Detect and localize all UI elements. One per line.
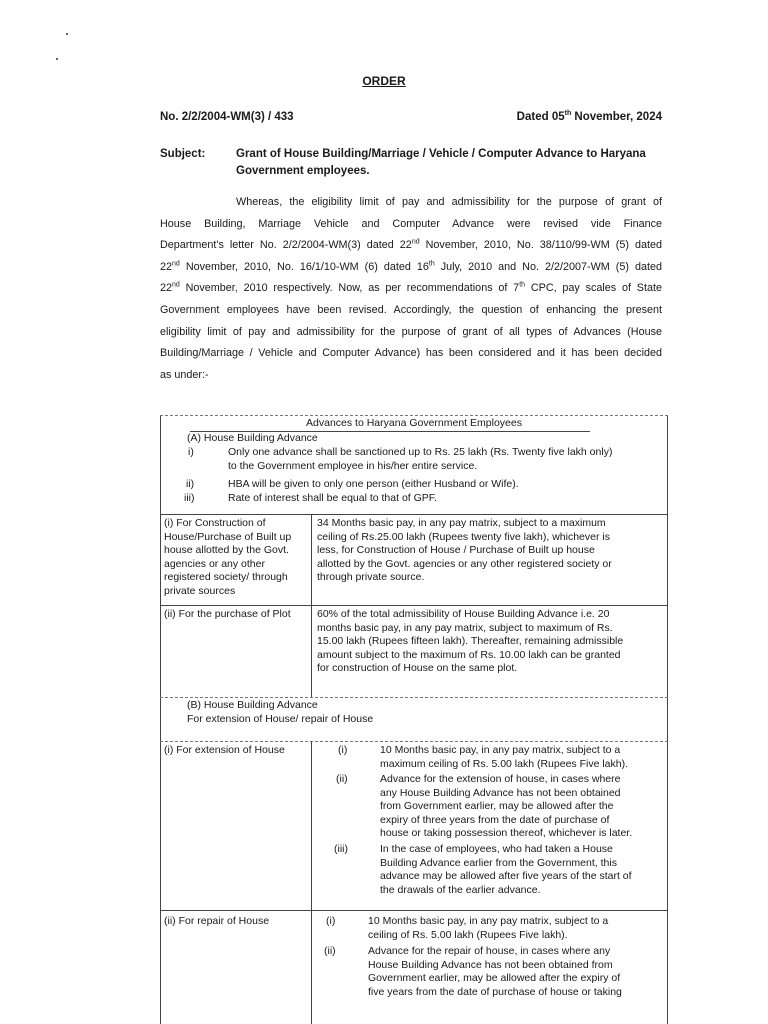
section-a-item-number: iii) bbox=[184, 492, 195, 504]
row-divider bbox=[160, 697, 668, 698]
extension-item: Advance for the extension of house, in cases where any House Building Advance has not been obtained from Government earlier, may be allowed after the expiry of three years from the date of purchase of house or taking possession thereof, whichever is later. bbox=[380, 773, 633, 839]
row-text-construction: 34 Months basic pay, in any pay matrix, subject to a maximum ceiling of Rs.25.00 lakh (Rupees twenty five lakh), whichever is less, for Construction of House / Purchase of Built up house allotted by the Govt. agencies or any other registered society or through private source. bbox=[317, 517, 612, 583]
row-label-extension: (i) For extension of House bbox=[164, 744, 285, 756]
row-divider bbox=[160, 514, 668, 515]
row-divider bbox=[160, 605, 668, 606]
section-a-title: (A) House Building Advance bbox=[187, 432, 318, 444]
row-divider bbox=[160, 741, 668, 742]
section-b-subtitle: For extension of House/ repair of House bbox=[187, 713, 374, 725]
column-divider bbox=[311, 741, 312, 1024]
row-text-plot: 60% of the total admissibility of House Building Advance i.e. 20 months basic pay, in any pay matrix, subject to maximum of Rs. 15.00 lakh (Rupees fifteen lakh). Thereafter, remaining admissible amount subject to the maximum of Rs. 10.00 lakh can be granted for construction of House on the same plot. bbox=[317, 608, 624, 674]
scan-speck bbox=[66, 33, 68, 35]
repair-item: 10 Months basic pay, in any pay matrix, subject to a ceiling of Rs. 5.00 lakh (Rupees Five lakh). bbox=[368, 915, 609, 941]
row-label-construction: (i) For Construction of House/Purchase of Built up house allotted by the Govt. agencies or any other registered society/ through private sources bbox=[164, 517, 292, 597]
scan-speck bbox=[56, 58, 58, 60]
repair-item: Advance for the repair of house, in cases where any House Building Advance has not been obtained from Government earlier, may be allowed after the expiry of five years from the date of purchase of house or taking bbox=[368, 945, 622, 998]
extension-item-number: (iii) bbox=[334, 843, 348, 855]
section-a-item-number: ii) bbox=[186, 478, 195, 490]
table-heading: Advances to Haryana Government Employees bbox=[306, 417, 522, 429]
section-a-item: HBA will be given to only one person (either Husband or Wife). bbox=[228, 478, 519, 490]
subject-text: Grant of House Building/Marriage / Vehicle / Computer Advance to Haryana Government employees. bbox=[236, 148, 646, 177]
order-title: ORDER bbox=[362, 74, 406, 88]
order-date: Dated 05th November, 2024 bbox=[516, 110, 662, 123]
repair-item-number: (ii) bbox=[324, 945, 336, 957]
row-label-repair: (ii) For repair of House bbox=[164, 915, 270, 927]
row-label-plot: (ii) For the purchase of Plot bbox=[164, 608, 291, 620]
row-divider bbox=[160, 910, 668, 911]
preamble-paragraph: Whereas, the eligibility limit of pay and admissibility for the purpose of grant of House Building, Marriage Vehicle and Computer Advance were revised vide Finance Department's letter No. 2/2/2004-WM(3) dated 22nd November, 2010, No. 38/110/99-WM (5) dated 22nd November, 2010, No. 16/1/10-WM (6) dated 16th July, 2010 and No. 2/2/2007-WM (5) dated 22nd November, 2010 respectively. Now, as per recommendations of 7th CPC, pay scales of State Government employees have been revised. Accordingly, the question of enhancing the present eligibility limit of pay and admissibility for the purpose of grant of all types of Advances (House Building/Marriage / Vehicle and Computer Advance) has been considered and it has been decided as under:- bbox=[160, 196, 662, 381]
section-a-item: Rate of interest shall be equal to that of GPF. bbox=[228, 492, 437, 504]
section-b-title: (B) House Building Advance bbox=[187, 699, 318, 711]
reference-number: No. 2/2/2004-WM(3) / 433 bbox=[160, 111, 294, 123]
extension-item: 10 Months basic pay, in any pay matrix, subject to a maximum ceiling of Rs. 5.00 lakh (Rupees Five lakh). bbox=[380, 744, 629, 770]
table-border bbox=[160, 415, 161, 1024]
section-a-item: Only one advance shall be sanctioned up to Rs. 25 lakh (Rs. Twenty five lakh only) to the Government employee in his/her entire service. bbox=[228, 446, 613, 472]
subject-label: Subject: bbox=[160, 148, 206, 160]
section-a-item-number: i) bbox=[188, 446, 194, 458]
extension-item-number: (ii) bbox=[336, 773, 348, 785]
extension-item: In the case of employees, who had taken a House Building Advance earlier from the Government, this advance may be allowed after five years of the start of the drawals of the earlier advance. bbox=[380, 843, 632, 896]
advances-table bbox=[160, 415, 668, 1024]
table-border bbox=[667, 415, 668, 1024]
repair-item-number: (i) bbox=[326, 915, 336, 927]
table-border bbox=[160, 415, 668, 416]
extension-item-number: (i) bbox=[338, 744, 348, 756]
